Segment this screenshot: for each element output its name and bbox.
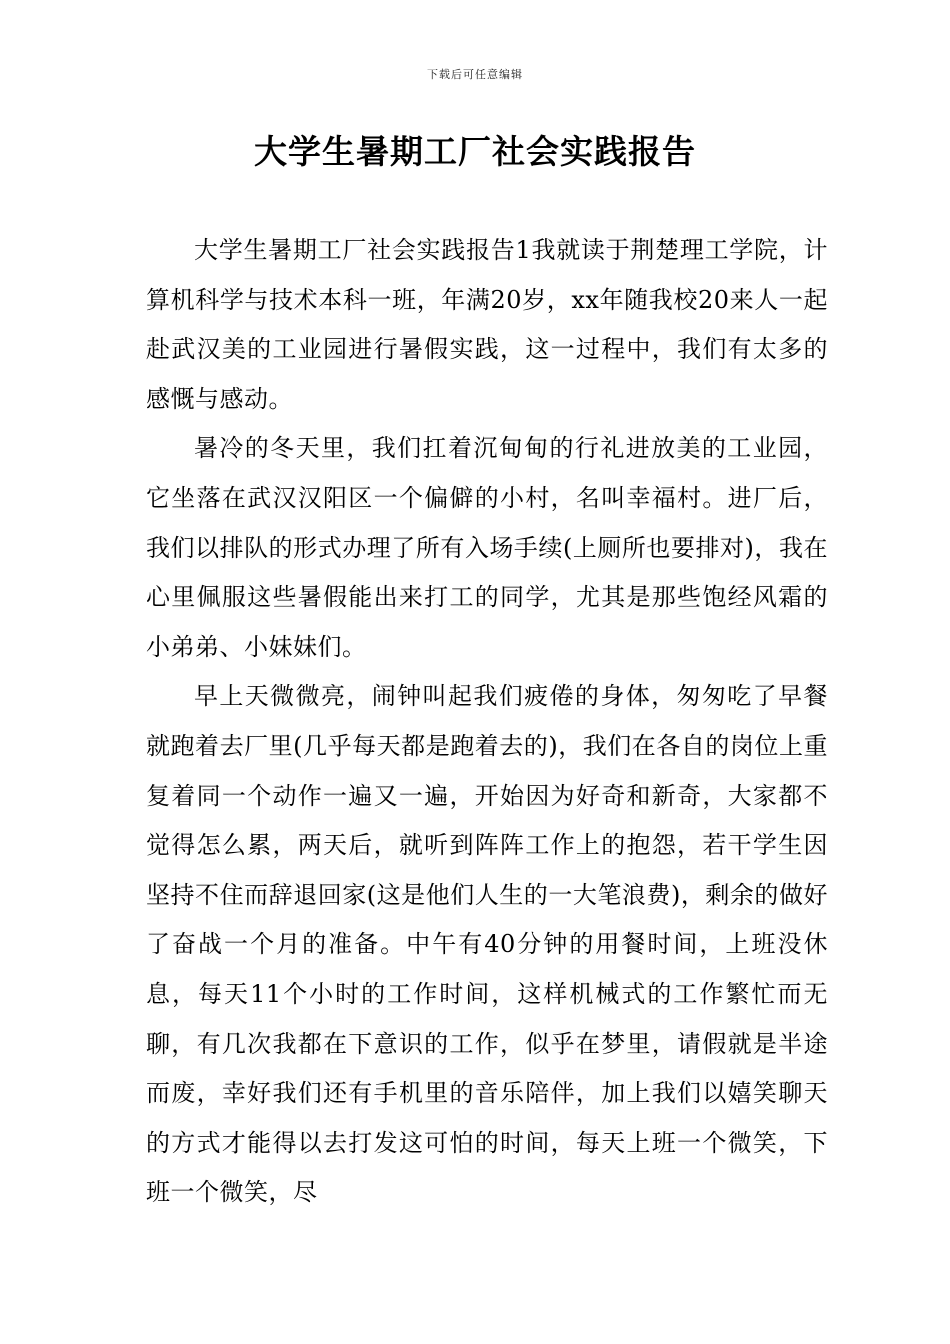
paragraph-3: 早上天微微亮，闹钟叫起我们疲倦的身体，匆匆吃了早餐就跑着去厂里(几乎每天都是跑着去的)，我们在各自的岗位上重复着同一个动作一遍又一遍，开始因为好奇和新奇，大家都不觉得怎么累，两天后，就听到阵阵工作上的抱怨，若干学生因坚持不住而辞退回家(这是他们人生的一大笔浪费)，剩余的做好了奋战一个月的准备。中午有40分钟的用餐时间，上班没休息，每天11个小时的工作时间，这样机械式的工作繁忙而无聊，有几次我都在下意识的工作，似乎在梦里，请假就是半途而废，幸好我们还有手机里的音乐陪伴，加上我们以嬉笑聊天的方式才能得以去打发这可怕的时间，每天上班一个微笑，下班一个微笑，尽 (146, 682, 828, 1207)
paragraph-1: 大学生暑期工厂社会实践报告1我就读于荆楚理工学院，计算机科学与技术本科一班，年满20岁，xx年随我校20来人一起赴武汉美的工业园进行暑假实践，这一过程中，我们有太多的感慨与感动。 (146, 236, 828, 413)
document-body (146, 226, 828, 1218)
header-note: 下载后可任意编辑 (427, 68, 523, 81)
paragraph-2: 暑冷的冬天里，我们扛着沉甸甸的行礼进放美的工业园，它坐落在武汉汉阳区一个偏僻的小村，名叫幸福村。进厂后，我们以排队的形式办理了所有入场手续(上厕所也要排对)，我在心里佩服这些暑假能出来打工的同学，尤其是那些饱经风霜的小弟弟、小妹妹们。 (146, 434, 828, 661)
document-title: 大学生暑期工厂社会实践报告 (254, 132, 696, 171)
